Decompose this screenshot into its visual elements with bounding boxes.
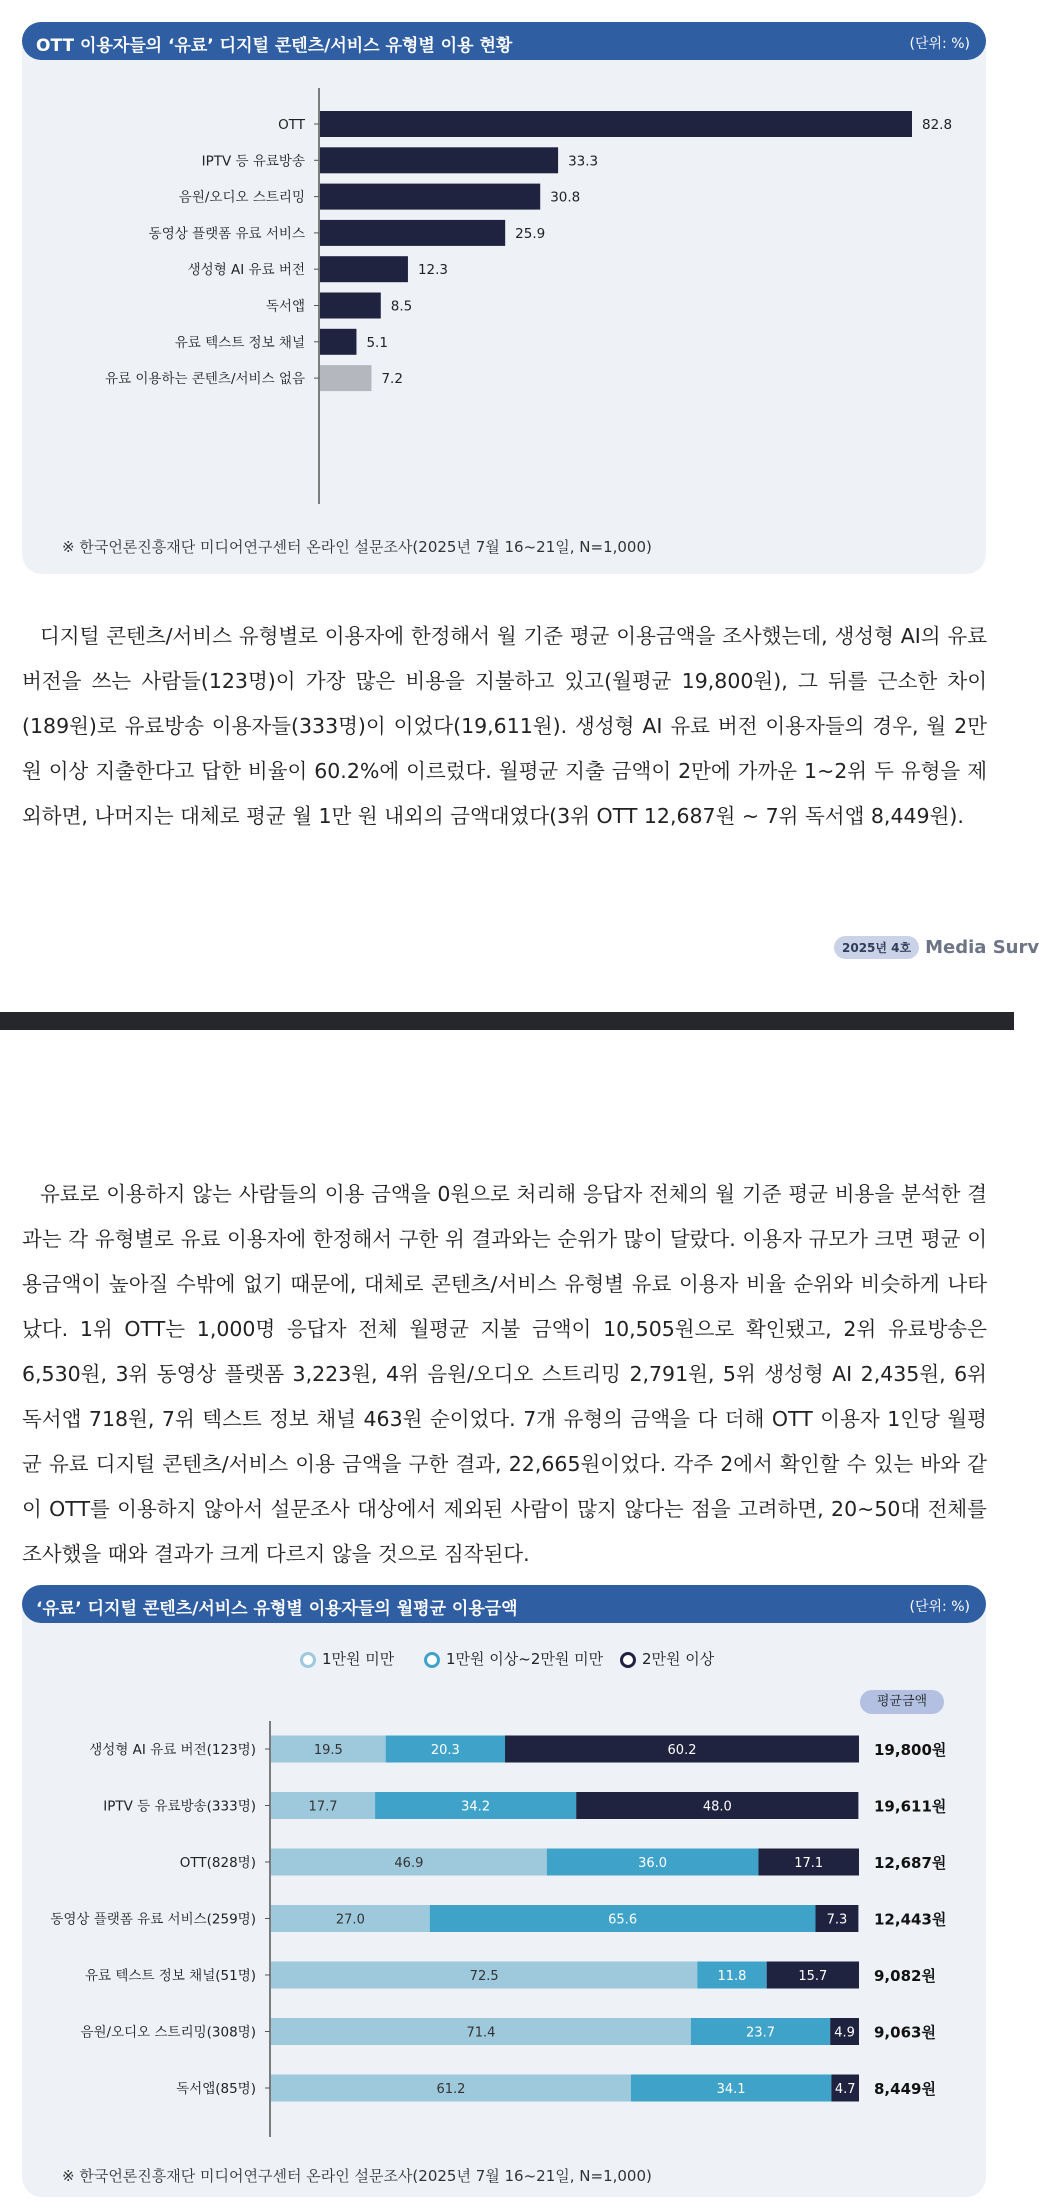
issue-badge: 2025년 4호 (834, 936, 919, 959)
chart2-segment-label: 20.3 (430, 1743, 460, 1758)
chart2-segment-label: 4.7 (834, 2082, 856, 2097)
average-amount-badge: 평균금액 (860, 1690, 944, 1714)
chart2-segment-label: 48.0 (702, 1799, 732, 1815)
chart2-segment-label: 71.4 (466, 2025, 496, 2041)
chart2-panel (22, 1585, 986, 2197)
chart2-category-label: 유료 텍스트 정보 채널(51명) (85, 1968, 256, 1984)
chart1-category-label: 생성형 AI 유료 버전 (187, 262, 305, 279)
chart2-segment-label: 4.9 (834, 2025, 855, 2041)
chart2-average-value: 9,063원 (874, 2023, 936, 2042)
chart2-average-value: 9,082원 (874, 1967, 936, 1985)
chart1-bar (320, 147, 558, 173)
chart2-segment-label: 17.7 (308, 1799, 338, 1815)
chart1-title: OTT 이용자들의 ‘유료’ 디지털 콘텐츠/서비스 유형별 이용 현황 (36, 36, 513, 56)
chart2-segment-label: 72.5 (469, 1969, 499, 1984)
paragraph-2-text: 유료로 이용하지 않는 사람들의 이용 금액을 0원으로 처리해 응답자 전체의 월 기준 평균 비용을 분석한 결과는 각 유형별로 유료 이용자에 한정해서 구한 위 결과와는 순위가 많이 달랐다. 이용자 규모가 크면 평균 이용금액이 높아질 수밖에 없기 때문에, 대체로 콘텐츠/서비스 유형별 유료 이용자 비율 순위와 비슷하게 나타났다. 1위 OTT는 1,000명 응답자 전체 월평균 지불 금액이 10,505원으로 확인됐고, 2위 유료방송은 6,530원, 3위 동영상 플랫폼 3,223원, 4위 음원/오디오 스트리밍 2,791원, 5위 생성형 AI 2,435원, 6위 독서앱 718원, 7위 텍스트 정보 채널 463원 순이었다. 7개 유형의 금액을 다 더해 OTT 이용자 1인당 월평균 유료 디지털 콘텐츠/서비스 이용 금액을 구한 결과, 22,665원이었다. 각주 2에서 확인할 수 있는 바와 같이 OTT를 이용하지 않아서 설문조사 대상에서 제외된 사람이 많지 않다는 점을 고려하면, 20~50대 전체를 조사했을 때와 결과가 크게 다르지 않을 것으로 짐작된다. (22, 1182, 987, 1566)
chart2-category-label: 동영상 플랫폼 유료 서비스(259명) (50, 1911, 256, 1928)
chart2-average-value: 19,800원 (874, 1741, 947, 1759)
page-divider (0, 1012, 1014, 1030)
chart1-value-label: 12.3 (417, 262, 449, 279)
chart1-bar (320, 256, 408, 282)
footer-publication: Media Surv (925, 937, 1039, 958)
chart1-unit: (단위: %) (909, 36, 970, 52)
chart2-segment-label: 60.2 (667, 1743, 697, 1758)
chart1-value-label: 25.9 (515, 225, 546, 242)
chart1-bar (320, 293, 381, 319)
chart2-title: ‘유료’ 디지털 콘텐츠/서비스 유형별 이용자들의 월평균 이용금액 (36, 1599, 518, 1619)
chart2-average-value: 12,687원 (874, 1854, 947, 1872)
chart2-average-value: 12,443원 (874, 1910, 947, 1929)
chart2-segment-label: 36.0 (638, 1856, 668, 1871)
chart1-value-label: 82.8 (922, 117, 953, 133)
legend-dot-under-10k (300, 1652, 316, 1668)
chart2-segment-label: 65.6 (608, 1912, 638, 1928)
chart2-average-value: 8,449원 (874, 2080, 936, 2098)
chart2-segment-label: 34.2 (461, 1799, 491, 1815)
chart1-panel (22, 22, 986, 574)
chart2-segment-label: 27.0 (335, 1912, 365, 1928)
chart1-bar (320, 184, 540, 210)
page-footer (834, 936, 1039, 959)
chart1-category-label: 유료 이용하는 콘텐츠/서비스 없음 (105, 371, 305, 388)
chart1-category-label: 음원/오디오 스트리밍 (178, 189, 305, 206)
chart2-category-label: 생성형 AI 유료 버전(123명) (89, 1742, 256, 1758)
chart2-segment-label: 34.1 (716, 2082, 746, 2097)
legend-dot-over-20k (620, 1652, 636, 1668)
chart1-category-label: OTT (278, 117, 305, 133)
legend-dot-10k-20k (424, 1652, 440, 1668)
chart1-value-label: 30.8 (550, 189, 581, 206)
chart2-svg (22, 1585, 986, 2197)
chart2-unit: (단위: %) (909, 1599, 970, 1615)
chart2-category-label: 음원/오디오 스트리밍(308명) (80, 2024, 256, 2041)
chart2-segment-label: 23.7 (746, 2025, 775, 2041)
chart1-category-label: 동영상 플랫폼 유료 서비스 (148, 225, 305, 242)
legend-item-over-20k (620, 1648, 714, 1669)
chart2-source-note: ※ 한국언론진흥재단 미디어연구센터 온라인 설문조사(2025년 7월 16~21일, N=1,000) (62, 2167, 652, 2185)
chart1-source-note: ※ 한국언론진흥재단 미디어연구센터 온라인 설문조사(2025년 7월 16~21일, N=1,000) (62, 538, 652, 556)
chart2-category-label: IPTV 등 유료방송(333명) (103, 1798, 256, 1815)
chart1-category-label: 독서앱 (265, 298, 305, 315)
chart1-bar (320, 111, 912, 137)
chart1-category-label: 유료 텍스트 정보 채널 (174, 334, 305, 351)
chart1-bar (320, 365, 371, 391)
chart1-value-label: 33.3 (568, 153, 599, 170)
chart1-bar (320, 220, 505, 246)
legend-label-over-20k: 2만원 이상 (642, 1650, 715, 1668)
chart1-bar (320, 329, 356, 355)
chart2-average-value: 19,611원 (874, 1797, 947, 1816)
paragraph-1-text: 디지털 콘텐츠/서비스 유형별로 이용자에 한정해서 월 기준 평균 이용금액을 조사했는데, 생성형 AI의 유료 버전을 쓰는 사람들(123명)이 가장 많은 비용을 지불하고 있고(월평균 19,800원), 그 뒤를 근소한 차이(189원)로 유료방송 이용자들(333명)이 이었다(19,611원). 생성형 AI 유료 버전 이용자들의 경우, 월 2만 원 이상 지출한다고 답한 비율이 60.2%에 이르렀다. 월평균 지출 금액이 2만에 가까운 1~2위 두 유형을 제외하면, 나머지는 대체로 평균 월 1만 원 내외의 금액대였다(3위 OTT 12,687원 ~ 7위 독서앱 8,449원). (22, 624, 987, 828)
chart2-segment-label: 11.8 (717, 1969, 747, 1984)
chart2-segment-label: 61.2 (436, 2082, 466, 2097)
chart2-category-label: 독서앱(85명) (176, 2081, 256, 2097)
chart2-segment-label: 15.7 (798, 1969, 828, 1984)
chart1-category-label: IPTV 등 유료방송 (201, 153, 305, 170)
chart2-segment-label: 17.1 (794, 1856, 824, 1871)
legend-label-under-10k: 1만원 미만 (322, 1650, 395, 1668)
chart1-value-label: 7.2 (381, 371, 403, 388)
chart1-svg (22, 22, 986, 574)
paragraph-2 (22, 1172, 987, 1577)
legend-item-under-10k (300, 1648, 394, 1669)
paragraph-1 (22, 614, 987, 839)
legend-item-10k-20k (424, 1648, 603, 1669)
chart2-category-label: OTT(828명) (179, 1855, 256, 1871)
chart1-value-label: 8.5 (390, 298, 413, 315)
chart2-segment-label: 19.5 (313, 1743, 343, 1758)
chart1-value-label: 5.1 (366, 334, 388, 351)
legend-label-10k-20k: 1만원 이상~2만원 미만 (446, 1650, 604, 1668)
chart2-segment-label: 46.9 (394, 1856, 424, 1871)
chart2-segment-label: 7.3 (826, 1912, 848, 1928)
